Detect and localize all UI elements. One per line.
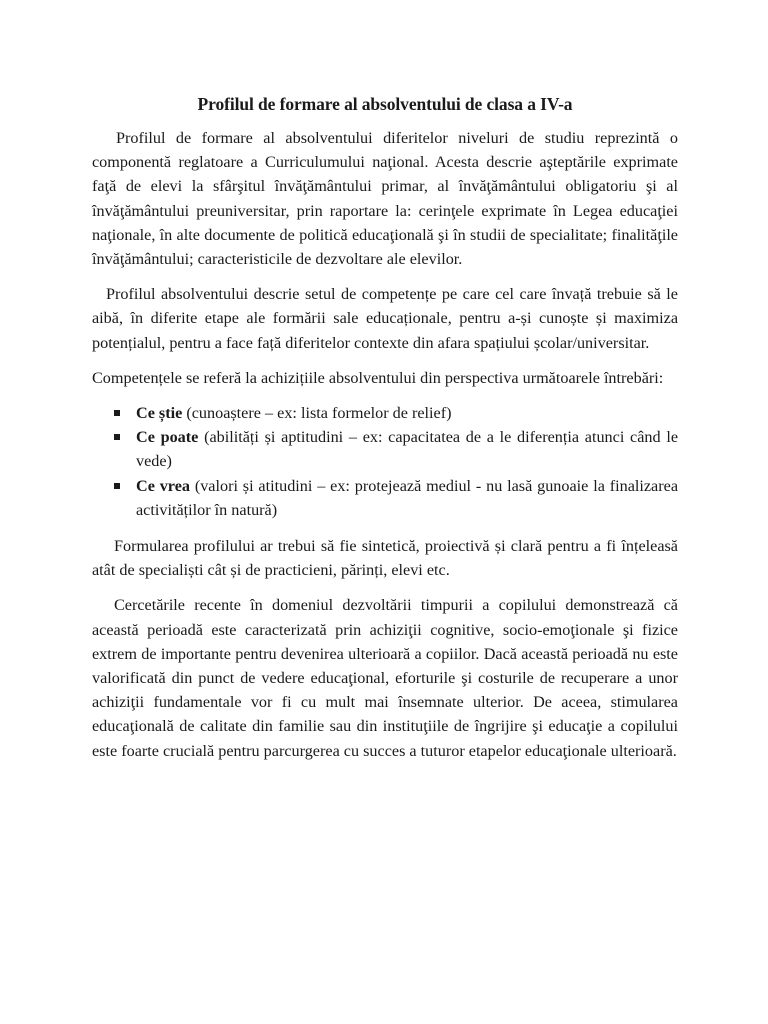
list-item-text: (valori și atitudini – ex: protejează mediul - nu lasă gunoaie la finalizarea activităților în natură): [136, 476, 679, 519]
list-item-term: Ce vrea: [136, 476, 190, 495]
square-bullet-icon: [114, 483, 120, 489]
list-item-text: (abilități și aptitudini – ex: capacitatea de a le diferenția atunci când le vede): [136, 428, 678, 471]
competence-questions-list: [92, 401, 678, 522]
paragraph-curriculum-component: Profilul de formare al absolventului diferitelor niveluri de studiu reprezintă o componentă reglatoare a Curriculumului naţional. Acesta descrie aşteptările exprimate faţă de elevi la sfârşitul învăţământului primar, al învăţământului obligatoriu şi al învăţământului preuniversitar, prin raportare la: cerinţele exprimate în Legea educaţiei naţionale, în alte documente de politică educaţională şi în studii de specialitate; finalităţile învăţământului; caracteristicile de dezvoltare ale elevilor.: [92, 129, 678, 269]
square-bullet-icon: [114, 434, 120, 440]
list-item: [92, 401, 678, 425]
paragraph-competences-questions: Competențele se referă la achizițiile absolventului din perspectiva următoarele întrebări:: [92, 368, 664, 387]
list-item: [92, 474, 678, 522]
list-item-term: Ce poate: [136, 428, 199, 447]
paragraph-early-development-research: Cercetările recente în domeniul dezvoltării timpurii a copilului demonstrează că această perioadă este caracterizată prin achiziţii cognitive, socio-emoţionale şi fizice extrem de importante pentru devenirea ulterioară a copiilor. Dacă această perioadă nu este valorificată din punct de vedere educaţional, eforturile şi costurile de recuperare a unor achiziţii fundamentale vor fi cu mult mai însemnate ulterior. De aceea, stimularea educaţională de calitate din familie sau din instituţiile de îngrijire şi educaţie a copilului este foarte crucială pentru parcurgerea cu succes a tuturor etapelor educaţionale ulterioară.: [92, 596, 678, 760]
paragraph-profile-formulation: Formularea profilului ar trebui să fie sintetică, proiectivă și clară pentru a fi înțeleasă atât de specialiști cât și de practicieni, părinți, elevi etc.: [92, 537, 678, 580]
document-page: [92, 92, 678, 774]
square-bullet-icon: [114, 410, 120, 416]
list-item-text: (cunoaștere – ex: lista formelor de relief): [182, 404, 452, 423]
list-item: [92, 425, 678, 473]
list-item-term: Ce știe: [136, 404, 183, 423]
paragraph-competences-set: Profilul absolventului descrie setul de competențe pe care cel care învață trebuie să le aibă, în diferite etape ale formării sale educaționale, pentru a-și cunoște și maximiza potențialul, pentru a face față diferitelor contexte din afara spațiului școlar/universitar.: [92, 285, 678, 352]
document-title: Profilul de formare al absolventului de clasa a IV-a: [197, 94, 573, 114]
